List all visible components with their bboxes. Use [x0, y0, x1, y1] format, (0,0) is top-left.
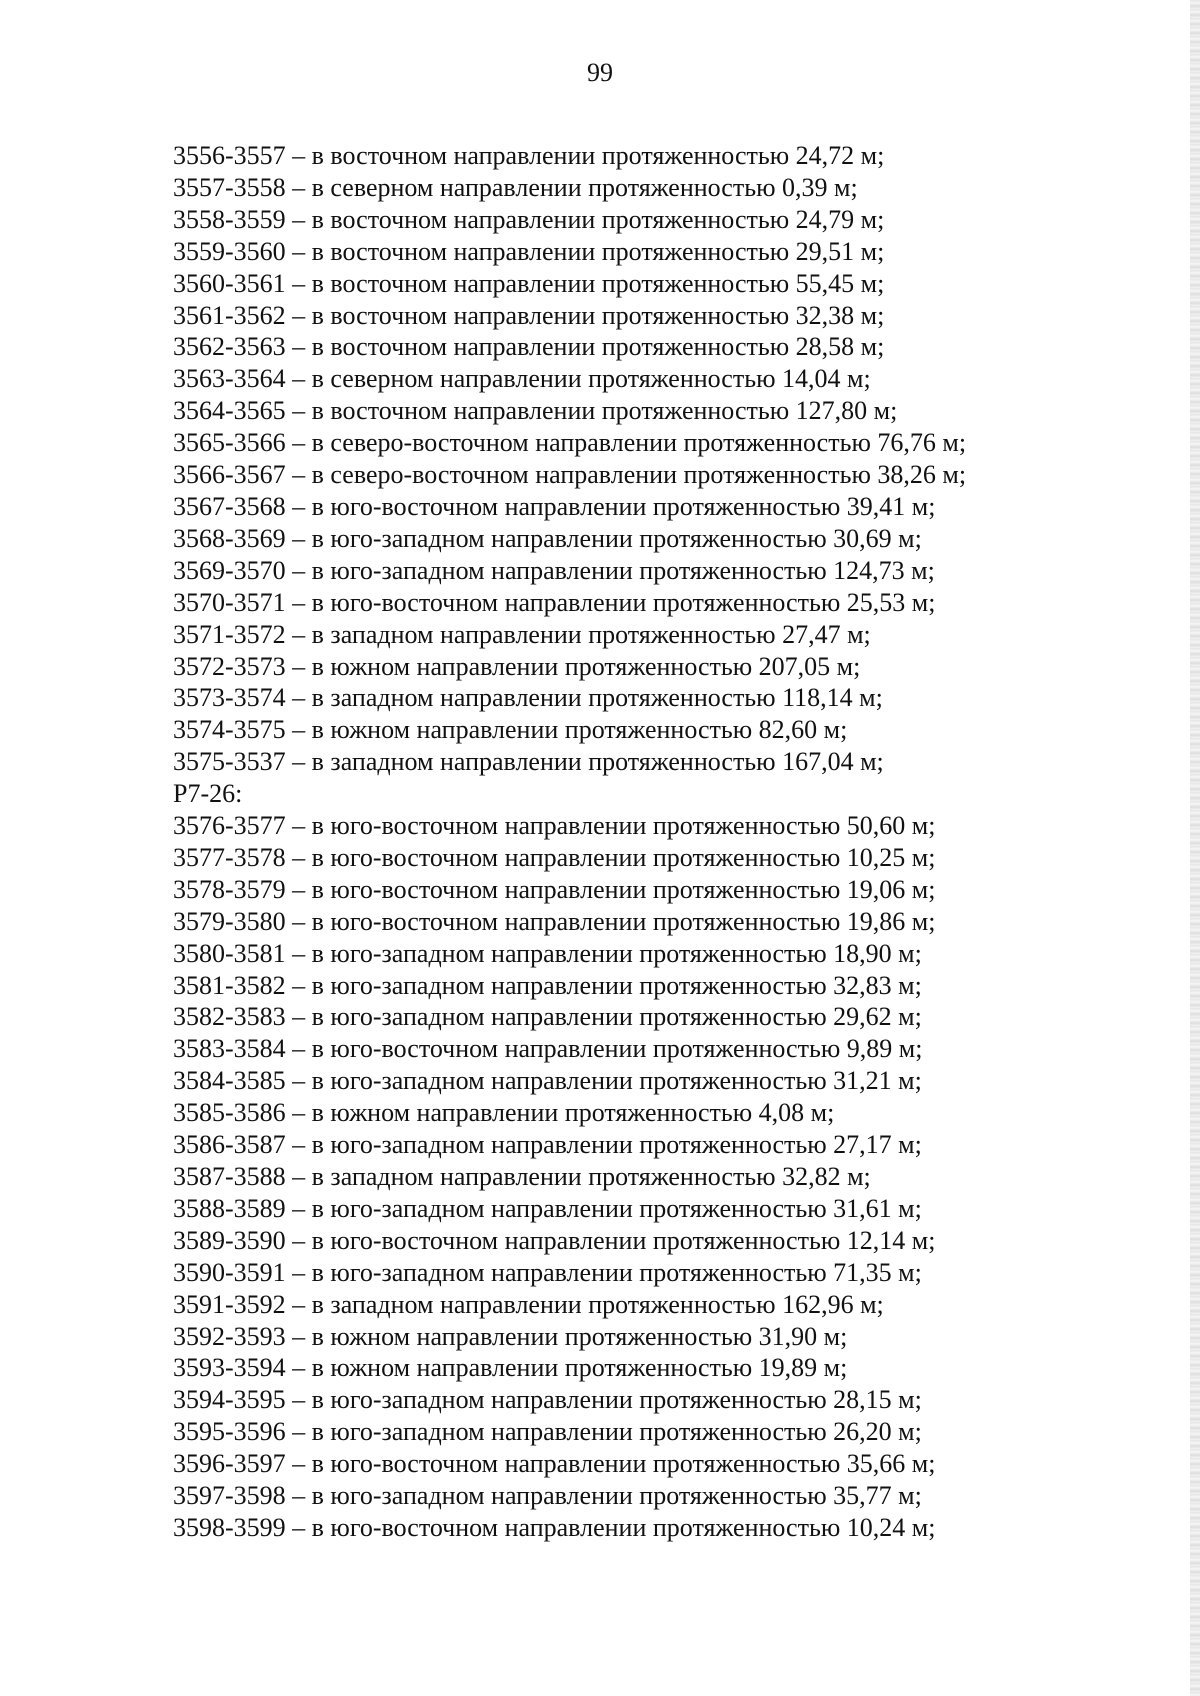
text-line: 3575-3537 – в западном направлении протяженностью 167,04 м;: [173, 747, 884, 777]
text-line: 3570-3571 – в юго-восточном направлении протяженностью 25,53 м;: [173, 587, 936, 617]
text-line: 3573-3574 – в западном направлении протяженностью 118,14 м;: [173, 683, 883, 713]
boundary-description-list: [173, 140, 1093, 1544]
text-line: 3574-3575 – в южном направлении протяженностью 82,60 м;: [173, 715, 848, 745]
text-line: 3565-3566 – в северо-восточном направлении протяженностью 76,76 м;: [173, 428, 967, 458]
text-line: 3598-3599 – в юго-восточном направлении протяженностью 10,24 м;: [173, 1512, 936, 1542]
text-line: 3590-3591 – в юго-западном направлении протяженностью 71,35 м;: [173, 1257, 922, 1287]
text-line: 3583-3584 – в юго-восточном направлении протяженностью 9,89 м;: [173, 1034, 923, 1064]
text-line: 3561-3562 – в восточном направлении протяженностью 32,38 м;: [173, 300, 885, 330]
text-line: 3569-3570 – в юго-западном направлении протяженностью 124,73 м;: [173, 555, 935, 585]
text-line: 3596-3597 – в юго-восточном направлении протяженностью 35,66 м;: [173, 1449, 936, 1479]
page-number: 99: [587, 58, 613, 87]
text-line: 3578-3579 – в юго-восточном направлении протяженностью 19,06 м;: [173, 874, 936, 904]
text-line: 3571-3572 – в западном направлении протяженностью 27,47 м;: [173, 619, 871, 649]
text-line: 3560-3561 – в восточном направлении протяженностью 55,45 м;: [173, 268, 885, 298]
text-line: 3566-3567 – в северо-восточном направлении протяженностью 38,26 м;: [173, 460, 967, 490]
text-line: 3591-3592 – в западном направлении протяженностью 162,96 м;: [173, 1289, 884, 1319]
text-line: 3589-3590 – в юго-восточном направлении протяженностью 12,14 м;: [173, 1225, 936, 1255]
section-heading: Р7-26:: [173, 779, 243, 809]
text-line: 3580-3581 – в юго-западном направлении протяженностью 18,90 м;: [173, 938, 922, 968]
text-line: 3592-3593 – в южном направлении протяженностью 31,90 м;: [173, 1321, 848, 1351]
text-line: 3579-3580 – в юго-восточном направлении протяженностью 19,86 м;: [173, 906, 936, 936]
text-line: 3594-3595 – в юго-западном направлении протяженностью 28,15 м;: [173, 1385, 922, 1415]
scan-edge-decoration: [1190, 0, 1200, 1696]
text-line: 3576-3577 – в юго-восточном направлении протяженностью 50,60 м;: [173, 811, 936, 841]
text-line: 3584-3585 – в юго-западном направлении протяженностью 31,21 м;: [173, 1066, 922, 1096]
text-line: 3567-3568 – в юго-восточном направлении протяженностью 39,41 м;: [173, 491, 936, 521]
text-line: 3562-3563 – в восточном направлении протяженностью 28,58 м;: [173, 332, 885, 362]
text-line: 3556-3557 – в восточном направлении протяженностью 24,72 м;: [173, 141, 885, 170]
text-line: 3593-3594 – в южном направлении протяженностью 19,89 м;: [173, 1353, 848, 1383]
text-line: 3582-3583 – в юго-западном направлении протяженностью 29,62 м;: [173, 1002, 922, 1032]
text-line: 3559-3560 – в восточном направлении протяженностью 29,51 м;: [173, 236, 885, 266]
text-line: 3557-3558 – в северном направлении протяженностью 0,39 м;: [173, 172, 858, 202]
text-line: 3563-3564 – в северном направлении протяженностью 14,04 м;: [173, 364, 871, 394]
text-line: 3586-3587 – в юго-западном направлении протяженностью 27,17 м;: [173, 1130, 922, 1160]
text-line: 3568-3569 – в юго-западном направлении протяженностью 30,69 м;: [173, 523, 922, 553]
text-line: 3577-3578 – в юго-восточном направлении протяженностью 10,25 м;: [173, 842, 936, 872]
text-line: 3558-3559 – в восточном направлении протяженностью 24,79 м;: [173, 204, 885, 234]
text-line: 3572-3573 – в южном направлении протяженностью 207,05 м;: [173, 651, 861, 681]
text-line: 3564-3565 – в восточном направлении протяженностью 127,80 м;: [173, 396, 898, 426]
text-line: 3581-3582 – в юго-западном направлении протяженностью 32,83 м;: [173, 970, 922, 1000]
text-line: 3587-3588 – в западном направлении протяженностью 32,82 м;: [173, 1162, 871, 1191]
text-line: 3585-3586 – в южном направлении протяженностью 4,08 м;: [173, 1098, 835, 1128]
text-line: 3597-3598 – в юго-западном направлении протяженностью 35,77 м;: [173, 1481, 922, 1511]
text-line: 3588-3589 – в юго-западном направлении протяженностью 31,61 м;: [173, 1193, 922, 1223]
text-line: 3595-3596 – в юго-западном направлении протяженностью 26,20 м;: [173, 1417, 922, 1447]
